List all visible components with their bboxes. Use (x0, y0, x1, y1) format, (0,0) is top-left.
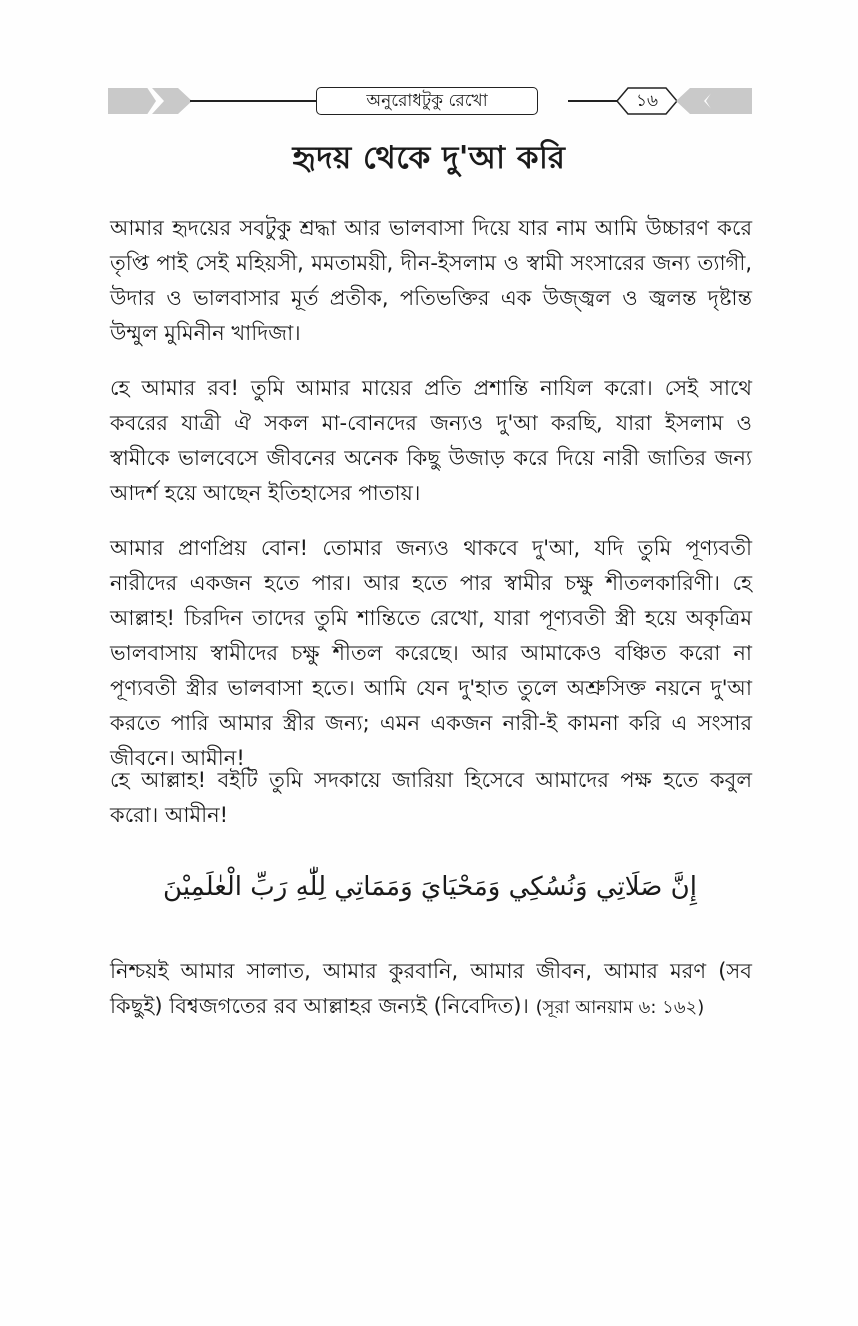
left-ornament-icon (108, 88, 156, 114)
page-header (108, 84, 752, 118)
header-rule-right (568, 100, 618, 102)
chapter-title: হৃদয় থেকে দু'আ করি (292, 140, 566, 176)
paragraph: আমার হৃদয়ের সবটুকু শ্রদ্ধা আর ভালবাসা দিয়ে যার নাম আমি উচ্চারণ করে তৃপ্তি পাই সেই মহিয়সী, মমতাময়ী, দীন-ইসলাম ও স্বামী সংসারের জন্য ত্যাগী, উদার ও ভালবাসার মূর্ত প্রতীক, পতিভক্তির এক উজ্জ্বল ও জ্বলন্ত দৃষ্টান্ত উম্মুল মুমিনীন খাদিজা। (110, 216, 752, 345)
page-number-badge (616, 87, 678, 115)
verse-translation (110, 954, 752, 1025)
page-number: ১৬ (635, 91, 659, 111)
paragraph: হে আমার রব! তুমি আমার মায়ের প্রতি প্রশান্তি নাযিল করো। সেই সাথে কবরের যাত্রী ঐ সকল মা-বোনদের জন্যও দু'আ করছি, যারা ইসলাম ও স্বামীকে ভালবেসে জীবনের অনেক কিছু উজাড় করে দিয়ে নারী জাতির জন্য আদর্শ হয়ে আছেন ইতিহাসের পাতায়। (110, 376, 752, 505)
paragraph: হে আল্লাহ! বইটি তুমি সদকায়ে জারিয়া হিসেবে আমাদের পক্ষ হতে কবুল করো। আমীন! (110, 768, 752, 827)
translation-text: নিশ্চয়ই আমার সালাত, আমার কুরবানি, আমার জীবন, আমার মরণ (সব কিছুই) বিশ্বজগতের রব আল্লাহর জন্যই (নিবেদিত)। (110, 959, 752, 1018)
left-chevron-ornament-icon (152, 88, 192, 114)
arabic-verse: إِنَّ صَلَاتِي وَنُسُكِي وَمَحْيَايَ وَمَمَاتِي لِلّٰهِ رَبِّ الْعٰلَمِيْنَ (163, 872, 697, 902)
verse-reference: (সূরা আনয়াম ৬: ১৬২) (535, 997, 705, 1018)
running-title: অনুরোধটুকু রেখো (316, 87, 538, 115)
paragraph: আমার প্রাণপ্রিয় বোন! তোমার জন্যও থাকবে দু'আ, যদি তুমি পূণ্যবতী নারীদের একজন হতে পার। আর হতে পার স্বামীর চক্ষু শীতলকারিণী। হে আল্লাহ! চিরদিন তাদের তুমি শান্তিতে রেখো, যারা পূণ্যবতী স্ত্রী হয়ে অকৃত্রিম ভালবাসায় স্বামীদের চক্ষু শীতল করেছে। আর আমাকেও বঞ্চিত করো না পূণ্যবতী স্ত্রীর ভালবাসা হতে। আমি যেন দু'হাত তুলে অশ্রুসিক্ত নয়নে দু'আ করতে পারি আমার স্ত্রীর জন্য; এমন একজন নারী-ই কামনা করি এ সংসার জীবনে। আমীন! (110, 536, 752, 770)
right-ornament-icon (706, 88, 752, 114)
